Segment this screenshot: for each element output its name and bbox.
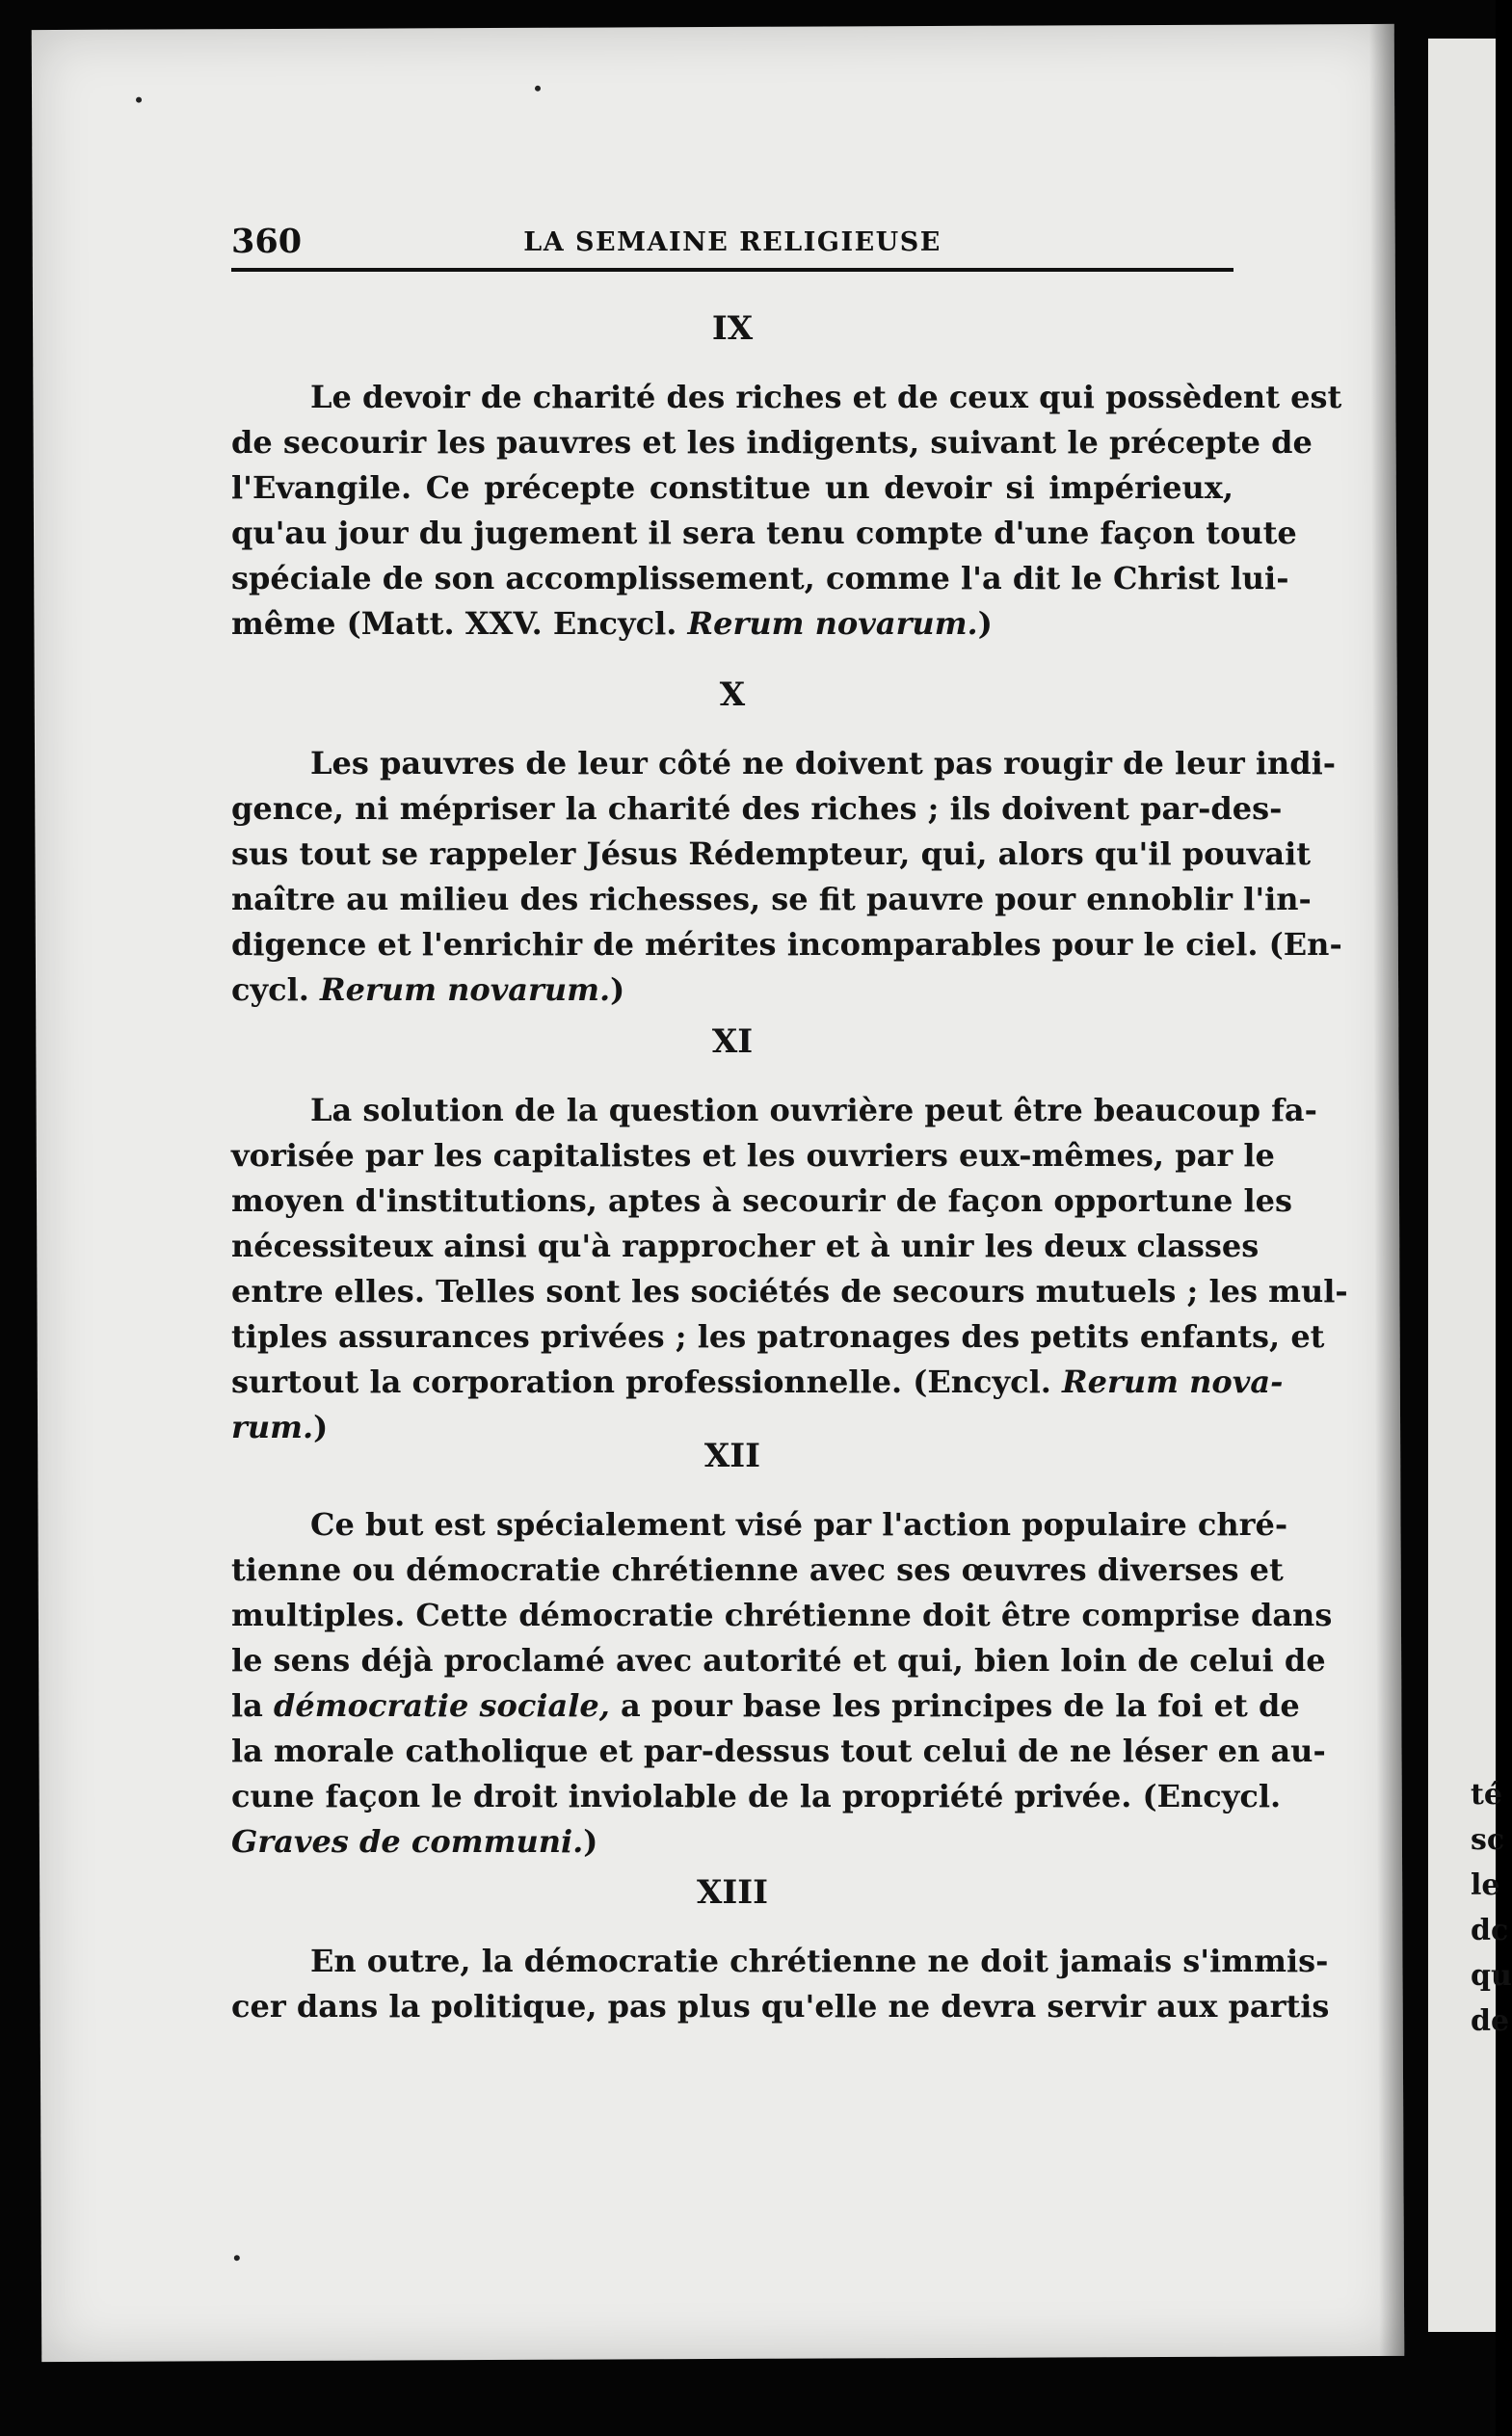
section-ix bbox=[231, 304, 1342, 647]
section-number: X bbox=[719, 675, 746, 714]
text-segment: ) bbox=[977, 605, 993, 642]
section-body bbox=[231, 741, 1342, 1013]
text-line: qu'au jour du jugement il sera tenu compte d'une façon toute bbox=[231, 515, 1297, 551]
section-body bbox=[231, 1502, 1333, 1865]
text-line: Ce but est spécialement visé par l'action populaire chré- bbox=[310, 1506, 1288, 1543]
section-body bbox=[231, 1088, 1348, 1450]
facing-page-fragment: sc bbox=[1471, 1823, 1505, 1857]
text-line: cer dans la politique, pas plus qu'elle ne devra servir aux partis bbox=[231, 1988, 1330, 2025]
text-line: sus tout se rappeler Jésus Rédempteur, qui, alors qu'il pouvait bbox=[231, 835, 1312, 872]
text-line: cune façon le droit inviolable de la propriété privée. (Encycl. bbox=[231, 1778, 1282, 1814]
section-xiii bbox=[231, 1867, 1330, 2029]
citation-title: Rerum novarum. bbox=[320, 971, 611, 1008]
text-segment: cycl. bbox=[231, 971, 320, 1008]
facing-page-edge bbox=[1428, 39, 1512, 2332]
section-xi bbox=[231, 1017, 1348, 1450]
text-line: tienne ou démocratie chrétienne avec ses œuvres diverses et bbox=[231, 1551, 1284, 1588]
text-line: vorisée par les capitalistes et les ouvriers eux-mêmes, par le bbox=[231, 1137, 1275, 1174]
facing-page-fragment: le bbox=[1471, 1868, 1500, 1902]
text-line bbox=[231, 601, 1233, 647]
text-line: l'Evangile. Ce précepte constitue un devoir si impérieux, bbox=[231, 469, 1233, 506]
text-segment: même (Matt. XXV. Encycl. bbox=[231, 605, 688, 642]
text-line: la morale catholique et par-dessus tout celui de ne léser en au- bbox=[231, 1733, 1326, 1769]
text-line: digence et l'enrichir de mérites incomparables pour le ciel. (En- bbox=[231, 926, 1342, 963]
text-line: Le devoir de charité des riches et de ceux qui possèdent est bbox=[310, 379, 1342, 415]
text-line: spéciale de son accomplissement, comme l'a dit le Christ lui- bbox=[231, 560, 1289, 596]
section-number: IX bbox=[711, 309, 754, 348]
section-xii bbox=[231, 1431, 1333, 1865]
text-segment: la bbox=[231, 1687, 275, 1724]
journal-title: LA SEMAINE RELIGIEUSE bbox=[523, 227, 942, 257]
text-line: tiples assurances privées ; les patronages des petits enfants, et bbox=[231, 1318, 1325, 1355]
text-line: Les pauvres de leur côté ne doivent pas rougir de leur indi- bbox=[310, 745, 1337, 781]
page-number: 360 bbox=[231, 222, 303, 261]
text-segment: ) bbox=[583, 1823, 598, 1860]
facing-page-fragment: qu bbox=[1471, 1959, 1512, 1993]
text-line bbox=[231, 967, 1233, 1013]
ink-speck bbox=[136, 97, 142, 103]
citation-title: Graves de communi. bbox=[231, 1823, 584, 1860]
citation-title: Rerum novarum. bbox=[687, 605, 978, 642]
facing-page-fragment: de bbox=[1471, 2004, 1510, 2038]
citation-title: démocratie sociale, bbox=[274, 1687, 610, 1724]
ink-speck bbox=[234, 2255, 240, 2261]
text-line: entre elles. Telles sont les sociétés de secours mutuels ; les mul- bbox=[231, 1273, 1348, 1310]
text-segment: ) bbox=[610, 971, 625, 1008]
section-body bbox=[231, 1939, 1330, 2029]
text-segment: surtout la corporation professionnelle. (Encycl. bbox=[231, 1364, 1063, 1400]
citation-title: Rerum nova- bbox=[1062, 1364, 1284, 1400]
text-line bbox=[231, 1360, 1284, 1405]
section-body bbox=[231, 375, 1342, 647]
text-line bbox=[231, 1819, 1233, 1865]
facing-page-fragment: dc bbox=[1471, 1914, 1509, 1947]
text-line bbox=[231, 1683, 1300, 1729]
ink-speck bbox=[535, 86, 541, 92]
facing-page-fragment: té bbox=[1471, 1778, 1502, 1812]
text-segment: ) bbox=[313, 1409, 329, 1445]
running-head bbox=[231, 210, 1233, 272]
text-line: En outre, la démocratie chrétienne ne doit jamais s'immis- bbox=[310, 1943, 1329, 1979]
text-line: nécessiteux ainsi qu'à rapprocher et à unir les deux classes bbox=[231, 1228, 1260, 1264]
text-line: moyen d'institutions, aptes à secourir de façon opportune les bbox=[231, 1182, 1293, 1219]
text-segment: a pour base les principes de la foi et de bbox=[609, 1687, 1300, 1724]
text-line: gence, ni mépriser la charité des riches ; ils doivent par-des- bbox=[231, 790, 1283, 827]
text-line: La solution de la question ouvrière peut être beaucoup fa- bbox=[310, 1092, 1317, 1128]
citation-title: rum. bbox=[231, 1409, 314, 1445]
section-number: XIII bbox=[696, 1873, 769, 1912]
text-line: de secourir les pauvres et les indigents, suivant le précepte de bbox=[231, 424, 1313, 461]
section-x bbox=[231, 670, 1342, 1013]
section-number: XI bbox=[711, 1022, 754, 1061]
text-line: le sens déjà proclamé avec autorité et qui, bien loin de celui de bbox=[231, 1642, 1326, 1679]
text-line: multiples. Cette démocratie chrétienne doit être comprise dans bbox=[231, 1597, 1333, 1633]
text-line: naître au milieu des richesses, se fit pauvre pour ennoblir l'in- bbox=[231, 881, 1312, 917]
section-number: XII bbox=[703, 1437, 761, 1475]
